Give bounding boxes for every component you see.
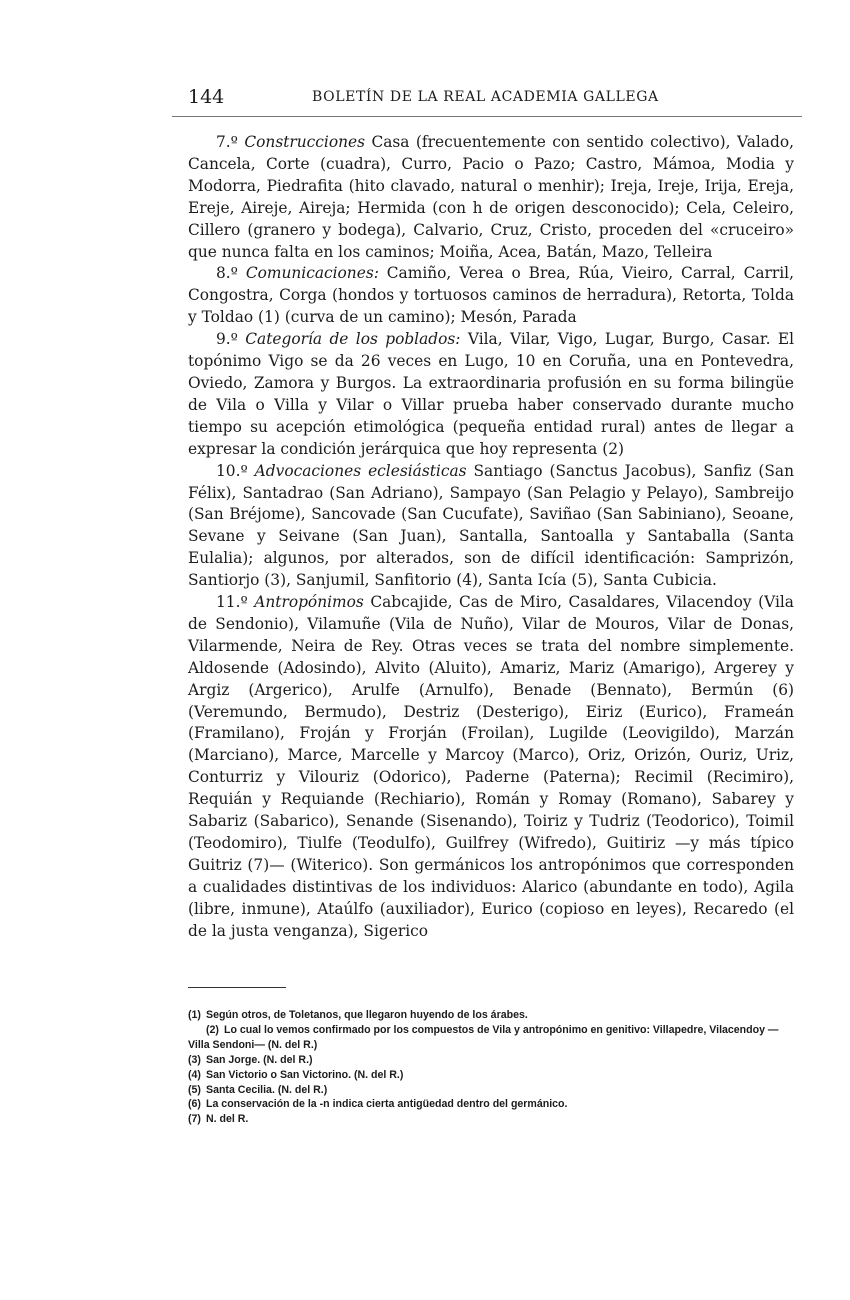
footnote-number: (2) <box>206 1023 219 1036</box>
footnote-number: (5) <box>188 1083 201 1096</box>
footnote <box>188 1083 800 1098</box>
paragraph-heading: Antropónimos <box>254 593 364 612</box>
footnote-number: (1) <box>188 1009 201 1021</box>
paragraph-antroponimos <box>188 592 794 943</box>
footnote <box>188 1068 800 1083</box>
footnote-text: Según otros, de Toletanos, que llegaron huyendo de los árabes. <box>206 1009 528 1021</box>
paragraph-number: 8.º <box>216 264 238 283</box>
paragraph-advocaciones <box>188 461 794 592</box>
footnote <box>188 1112 800 1127</box>
body-text <box>188 132 794 943</box>
footnote-number: (7) <box>188 1113 201 1126</box>
header-rule <box>172 116 802 117</box>
footnote <box>188 1008 800 1023</box>
paragraph-text: Cabcajide, Cas de Miro, Casaldares, Vilacendoy (Vila de Sendonio), Vilamuñe (Vila de Nuño), Vilar de Mouros, Vilar de Donas, Vilarmende, Neira de Rey. Otras veces se trata del nombre simplemente. Aldosende (Adosindo), Alvito (Aluito), Amariz, Mariz (Amarigo), Argerey y Argiz (Argerico), Arulfe (Arnulfo), Benade (Bennato), Bermún (6) (Veremundo, Bermudo), Destriz (Desterigo), Eiriz (Eurico), Frameán (Framilano), Froján y Frorján (Froilan), Lugilde (Leovigildo), Marzán (Marciano), Marce, Marcelle y Marcoy (Marco), Oriz, Orizón, Ouriz, Uriz, Conturriz y Vilouriz (Odorico), Paderne (Paterna); Recimil (Recimiro), Requián y Requiande (Rechiario), Román y Romay (Romano), Sabarey y Sabariz (Sabarico), Senande (Sisenando), Toiriz y Tudriz (Teodorico), Toimil (Teodomiro), Tiulfe (Teodulfo), Guilfrey (Wifredo), Guitiriz —y más típico Guitriz (7)— (Witerico). Son germánicos los antropónimos que corresponden a cualidades distintivas de los individuos: Alarico (abundante en todo), Agila (libre, inmune), Ataúlfo (auxiliador), Eurico (copioso en leyes), Recaredo (el de la justa venganza), Sigerico <box>188 593 794 940</box>
footnote-text: San Jorge. (N. del R.) <box>206 1053 313 1066</box>
footnote-text: N. del R. <box>206 1113 249 1126</box>
paragraph-text: Casa (frecuentemente con sentido colectivo), Valado, Cancela, Corte (cuadra), Curro, Pacio o Pazo; Castro, Mámoa, Modia y Modorra, Piedrafita (hito clavado, natural o menhir); Ireja, Ireje, Irija, Ereja, Ereje, Aireje, Aireja; Hermida (con h de origen desconocido); Cela, Celeiro, Cillero (granero y bodega), Calvario, Cruz, Cristo, proceden del «cruceiro» que nunca falta en los caminos; Moiña, Acea, Batán, Mazo, Telleira <box>188 133 794 261</box>
footnote-number: (6) <box>188 1098 201 1111</box>
paragraph-text: Vila, Vilar, Vigo, Lugar, Burgo, Casar. El topónimo Vigo se da 26 veces en Lugo, 10 en Coruña, una en Pontevedra, Oviedo, Zamora y Burgos. La extraordinaria profusión en su forma bilingüe de Vila o Villa y Vilar o Villar prueba haber conservado durante mucho tiempo su acepción etimológica (pequeña entidad rural) antes de llegar a expresar la condición jerárquica que hoy representa (2) <box>188 330 794 458</box>
paragraph-text: Camiño, Verea o Brea, Rúa, Vieiro, Carral, Carril, Congostra, Corga (hondos y tortuosos caminos de herradura), Retorta, Tolda y Toldao (1) (curva de un camino); Mesón, Parada <box>188 264 794 327</box>
paragraph-number: 9.º <box>216 330 238 349</box>
paragraph-construcciones <box>188 132 794 263</box>
page-number: 144 <box>188 86 225 108</box>
paragraph-number: 10.º <box>216 461 248 480</box>
footnote-number: (4) <box>188 1068 201 1081</box>
paragraph-heading: Construcciones <box>244 133 366 151</box>
footnote-text: Lo cual lo vemos confirmado por los compuestos de Vila y antropónimo en genitivo: Villapedre, Vilacendoy —Villa Sendoni— (N. del R.) <box>188 1023 779 1051</box>
paragraph-heading: Comunicaciones: <box>245 264 379 283</box>
running-title: BOLETÍN DE LA REAL ACADEMIA GALLEGA <box>312 89 659 105</box>
footnote-text: La conservación de la -n indica cierta antigüedad dentro del germánico. <box>206 1098 568 1111</box>
paragraph-text: Santiago (Sanctus Jacobus), Sanfiz (San Félix), Santadrao (San Adriano), Sampayo (San Pelagio y Pelayo), Sambreijo (San Bréjome), Sancovade (San Cucufate), Saviñao (San Sabiniano), Seoane, Sevane y Seivane (San Juan), Santalla, Santoalla y Santaballa (Santa Eulalia); algunos, por alterados, son de difícil identificación: Samprizón, Santiorjo (3), Sanjumil, Sanfitorio (4), Santa Icía (5), Santa Cubicia. <box>188 461 794 590</box>
paragraph-categoria-poblados <box>188 329 794 460</box>
paragraph-comunicaciones <box>188 263 794 329</box>
paragraph-number: 7.º <box>216 133 238 151</box>
footnote <box>188 1053 800 1068</box>
footnotes <box>188 1008 800 1127</box>
page-header <box>188 86 798 110</box>
footnote <box>188 1023 800 1053</box>
footnote-text: San Victorio o San Victorino. (N. del R.) <box>206 1068 404 1081</box>
footnote-separator <box>188 987 286 988</box>
footnote-text: Santa Cecilia. (N. del R.) <box>206 1083 328 1096</box>
paragraph-heading: Categoría de los poblados: <box>245 330 461 349</box>
footnote <box>188 1097 800 1112</box>
paragraph-heading: Advocaciones eclesiásticas <box>254 461 467 480</box>
paragraph-number: 11.º <box>216 593 248 612</box>
footnote-number: (3) <box>188 1053 201 1066</box>
